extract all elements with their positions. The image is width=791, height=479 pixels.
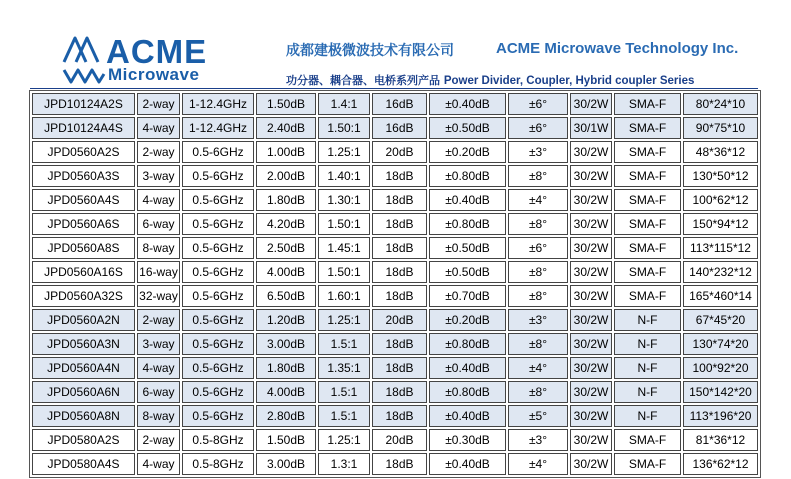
cell-port-count: 8-way: [137, 405, 180, 427]
cell-isolation: 20dB: [372, 141, 427, 163]
subtitle-chinese: 功分器、耦合器、电桥系列产品: [286, 74, 440, 87]
table-row: [32, 453, 758, 475]
cell-vswr: 1.60:1: [318, 285, 370, 307]
cell-amplitude-balance: ±0.80dB: [429, 165, 506, 187]
cell-insertion-loss: 2.80dB: [256, 405, 316, 427]
cell-model-number: JPD0560A2S: [32, 141, 135, 163]
cell-isolation: 16dB: [372, 117, 427, 139]
cell-port-count: 6-way: [137, 213, 180, 235]
company-name-chinese: 成都建极微波技术有限公司: [286, 43, 454, 59]
cell-phase-balance: ±6°: [508, 237, 568, 259]
cell-insertion-loss: 1.50dB: [256, 429, 316, 451]
cell-insertion-loss: 3.00dB: [256, 333, 316, 355]
cell-port-count: 6-way: [137, 381, 180, 403]
cell-isolation: 20dB: [372, 429, 427, 451]
cell-vswr: 1.5:1: [318, 381, 370, 403]
cell-vswr: 1.25:1: [318, 429, 370, 451]
cell-connector-type: SMA-F: [614, 261, 681, 283]
cell-frequency-range: 1-12.4GHz: [182, 93, 254, 115]
cell-insertion-loss: 1.80dB: [256, 189, 316, 211]
cell-vswr: 1.5:1: [318, 405, 370, 427]
cell-port-count: 3-way: [137, 165, 180, 187]
cell-vswr: 1.3:1: [318, 453, 370, 475]
cell-isolation: 18dB: [372, 213, 427, 235]
cell-phase-balance: ±8°: [508, 261, 568, 283]
cell-vswr: 1.30:1: [318, 189, 370, 211]
cell-frequency-range: 0.5-6GHz: [182, 165, 254, 187]
cell-phase-balance: ±8°: [508, 285, 568, 307]
cell-power-rating: 30/2W: [570, 429, 612, 451]
cell-isolation: 18dB: [372, 261, 427, 283]
cell-frequency-range: 0.5-6GHz: [182, 333, 254, 355]
cell-amplitude-balance: ±0.80dB: [429, 333, 506, 355]
table-row: [32, 213, 758, 235]
cell-model-number: JPD0560A32S: [32, 285, 135, 307]
logo-microwave-text: Microwave: [108, 65, 200, 84]
cell-connector-type: N-F: [614, 405, 681, 427]
cell-power-rating: 30/2W: [570, 93, 612, 115]
cell-isolation: 20dB: [372, 309, 427, 331]
cell-port-count: 8-way: [137, 237, 180, 259]
cell-vswr: 1.25:1: [318, 141, 370, 163]
cell-power-rating: 30/2W: [570, 261, 612, 283]
cell-port-count: 2-way: [137, 429, 180, 451]
cell-port-count: 4-way: [137, 117, 180, 139]
cell-amplitude-balance: ±0.40dB: [429, 405, 506, 427]
cell-dimensions: 165*460*14: [683, 285, 758, 307]
cell-amplitude-balance: ±0.80dB: [429, 381, 506, 403]
cell-frequency-range: 0.5-6GHz: [182, 141, 254, 163]
cell-amplitude-balance: ±0.70dB: [429, 285, 506, 307]
cell-insertion-loss: 1.20dB: [256, 309, 316, 331]
table-row: [32, 261, 758, 283]
cell-phase-balance: ±8°: [508, 165, 568, 187]
cell-port-count: 3-way: [137, 333, 180, 355]
subtitle-english: Power Divider, Coupler, Hybrid coupler Series: [443, 75, 695, 87]
cell-power-rating: 30/2W: [570, 189, 612, 211]
cell-connector-type: SMA-F: [614, 453, 681, 475]
cell-model-number: JPD0560A8S: [32, 237, 135, 259]
cell-dimensions: 150*142*20: [683, 381, 758, 403]
table-row: [32, 429, 758, 451]
cell-vswr: 1.50:1: [318, 117, 370, 139]
cell-phase-balance: ±3°: [508, 429, 568, 451]
cell-phase-balance: ±8°: [508, 381, 568, 403]
cell-vswr: 1.45:1: [318, 237, 370, 259]
cell-insertion-loss: 1.80dB: [256, 357, 316, 379]
cell-vswr: 1.40:1: [318, 165, 370, 187]
cell-model-number: JPD0560A3N: [32, 333, 135, 355]
cell-dimensions: 100*62*12: [683, 189, 758, 211]
cell-dimensions: 113*115*12: [683, 237, 758, 259]
cell-power-rating: 30/2W: [570, 405, 612, 427]
table-row: [32, 93, 758, 115]
cell-power-rating: 30/2W: [570, 213, 612, 235]
cell-connector-type: N-F: [614, 333, 681, 355]
cell-phase-balance: ±4°: [508, 357, 568, 379]
cell-model-number: JPD0560A6N: [32, 381, 135, 403]
cell-phase-balance: ±6°: [508, 117, 568, 139]
cell-port-count: 2-way: [137, 309, 180, 331]
cell-amplitude-balance: ±0.50dB: [429, 237, 506, 259]
cell-isolation: 18dB: [372, 381, 427, 403]
cell-insertion-loss: 2.50dB: [256, 237, 316, 259]
cell-dimensions: 150*94*12: [683, 213, 758, 235]
cell-connector-type: SMA-F: [614, 189, 681, 211]
cell-amplitude-balance: ±0.80dB: [429, 213, 506, 235]
cell-insertion-loss: 1.00dB: [256, 141, 316, 163]
company-name-english: ACME Microwave Technology Inc.: [496, 40, 739, 57]
cell-frequency-range: 0.5-6GHz: [182, 237, 254, 259]
table-row: [32, 117, 758, 139]
cell-connector-type: SMA-F: [614, 165, 681, 187]
cell-phase-balance: ±3°: [508, 141, 568, 163]
cell-dimensions: 100*92*20: [683, 357, 758, 379]
cell-isolation: 18dB: [372, 357, 427, 379]
spec-table-body: [32, 93, 758, 475]
table-row: [32, 237, 758, 259]
cell-connector-type: SMA-F: [614, 213, 681, 235]
cell-connector-type: SMA-F: [614, 141, 681, 163]
cell-frequency-range: 0.5-6GHz: [182, 261, 254, 283]
cell-insertion-loss: 2.00dB: [256, 165, 316, 187]
table-row: [32, 165, 758, 187]
cell-connector-type: N-F: [614, 381, 681, 403]
cell-dimensions: 80*24*10: [683, 93, 758, 115]
cell-phase-balance: ±4°: [508, 453, 568, 475]
cell-power-rating: 30/2W: [570, 309, 612, 331]
table-row: [32, 333, 758, 355]
cell-connector-type: N-F: [614, 309, 681, 331]
cell-insertion-loss: 3.00dB: [256, 453, 316, 475]
cell-amplitude-balance: ±0.50dB: [429, 117, 506, 139]
cell-frequency-range: 0.5-6GHz: [182, 381, 254, 403]
cell-phase-balance: ±8°: [508, 213, 568, 235]
acme-logo: [62, 34, 212, 86]
cell-frequency-range: 0.5-8GHz: [182, 429, 254, 451]
cell-isolation: 18dB: [372, 453, 427, 475]
table-row: [32, 189, 758, 211]
logo-acme-text: ACME: [106, 33, 208, 70]
cell-power-rating: 30/2W: [570, 453, 612, 475]
cell-port-count: 4-way: [137, 189, 180, 211]
cell-model-number: JPD0560A2N: [32, 309, 135, 331]
cell-model-number: JPD0560A16S: [32, 261, 135, 283]
cell-frequency-range: 0.5-6GHz: [182, 189, 254, 211]
cell-insertion-loss: 4.00dB: [256, 381, 316, 403]
cell-phase-balance: ±4°: [508, 189, 568, 211]
cell-frequency-range: 0.5-6GHz: [182, 285, 254, 307]
cell-phase-balance: ±6°: [508, 93, 568, 115]
cell-insertion-loss: 4.20dB: [256, 213, 316, 235]
cell-port-count: 32-way: [137, 285, 180, 307]
cell-connector-type: SMA-F: [614, 237, 681, 259]
cell-vswr: 1.5:1: [318, 333, 370, 355]
cell-frequency-range: 0.5-6GHz: [182, 213, 254, 235]
cell-isolation: 18dB: [372, 333, 427, 355]
table-row: [32, 381, 758, 403]
spec-table-container: [30, 90, 758, 478]
cell-model-number: JPD0580A2S: [32, 429, 135, 451]
cell-amplitude-balance: ±0.30dB: [429, 429, 506, 451]
cell-connector-type: SMA-F: [614, 429, 681, 451]
cell-power-rating: 30/2W: [570, 141, 612, 163]
cell-dimensions: 130*74*20: [683, 333, 758, 355]
cell-model-number: JPD0560A3S: [32, 165, 135, 187]
cell-insertion-loss: 2.40dB: [256, 117, 316, 139]
cell-amplitude-balance: ±0.40dB: [429, 357, 506, 379]
cell-isolation: 18dB: [372, 405, 427, 427]
cell-model-number: JPD10124A4S: [32, 117, 135, 139]
cell-port-count: 2-way: [137, 141, 180, 163]
cell-amplitude-balance: ±0.40dB: [429, 189, 506, 211]
cell-connector-type: SMA-F: [614, 93, 681, 115]
cell-dimensions: 140*232*12: [683, 261, 758, 283]
cell-isolation: 16dB: [372, 93, 427, 115]
cell-frequency-range: 0.5-8GHz: [182, 453, 254, 475]
cell-dimensions: 48*36*12: [683, 141, 758, 163]
cell-isolation: 18dB: [372, 237, 427, 259]
cell-frequency-range: 0.5-6GHz: [182, 309, 254, 331]
cell-vswr: 1.4:1: [318, 93, 370, 115]
cell-phase-balance: ±8°: [508, 333, 568, 355]
cell-vswr: 1.50:1: [318, 213, 370, 235]
table-row: [32, 405, 758, 427]
cell-connector-type: SMA-F: [614, 285, 681, 307]
cell-dimensions: 136*62*12: [683, 453, 758, 475]
table-row: [32, 357, 758, 379]
cell-power-rating: 30/2W: [570, 357, 612, 379]
product-series-subtitle: [286, 72, 694, 88]
cell-isolation: 18dB: [372, 189, 427, 211]
cell-port-count: 2-way: [137, 93, 180, 115]
page-header: [0, 0, 791, 90]
spec-table: [29, 90, 761, 478]
cell-phase-balance: ±3°: [508, 309, 568, 331]
cell-dimensions: 81*36*12: [683, 429, 758, 451]
cell-connector-type: SMA-F: [614, 117, 681, 139]
cell-power-rating: 30/1W: [570, 117, 612, 139]
cell-insertion-loss: 1.50dB: [256, 93, 316, 115]
cell-power-rating: 30/2W: [570, 381, 612, 403]
cell-dimensions: 130*50*12: [683, 165, 758, 187]
logo-wave-icon: [62, 34, 106, 84]
cell-port-count: 4-way: [137, 357, 180, 379]
cell-frequency-range: 1-12.4GHz: [182, 117, 254, 139]
table-row: [32, 141, 758, 163]
cell-model-number: JPD0560A4N: [32, 357, 135, 379]
cell-vswr: 1.25:1: [318, 309, 370, 331]
cell-amplitude-balance: ±0.40dB: [429, 453, 506, 475]
cell-power-rating: 30/2W: [570, 237, 612, 259]
cell-dimensions: 67*45*20: [683, 309, 758, 331]
header-divider: [30, 88, 758, 89]
cell-insertion-loss: 6.50dB: [256, 285, 316, 307]
table-row: [32, 309, 758, 331]
cell-vswr: 1.35:1: [318, 357, 370, 379]
cell-insertion-loss: 4.00dB: [256, 261, 316, 283]
cell-frequency-range: 0.5-6GHz: [182, 357, 254, 379]
cell-model-number: JPD0580A4S: [32, 453, 135, 475]
cell-power-rating: 30/2W: [570, 165, 612, 187]
cell-isolation: 18dB: [372, 165, 427, 187]
cell-amplitude-balance: ±0.50dB: [429, 261, 506, 283]
cell-amplitude-balance: ±0.20dB: [429, 141, 506, 163]
cell-power-rating: 30/2W: [570, 333, 612, 355]
cell-vswr: 1.50:1: [318, 261, 370, 283]
table-row: [32, 285, 758, 307]
cell-model-number: JPD0560A8N: [32, 405, 135, 427]
cell-phase-balance: ±5°: [508, 405, 568, 427]
cell-amplitude-balance: ±0.40dB: [429, 93, 506, 115]
cell-connector-type: N-F: [614, 357, 681, 379]
cell-port-count: 4-way: [137, 453, 180, 475]
cell-dimensions: 113*196*20: [683, 405, 758, 427]
cell-dimensions: 90*75*10: [683, 117, 758, 139]
cell-power-rating: 30/2W: [570, 285, 612, 307]
cell-model-number: JPD0560A4S: [32, 189, 135, 211]
cell-isolation: 18dB: [372, 285, 427, 307]
cell-amplitude-balance: ±0.20dB: [429, 309, 506, 331]
cell-model-number: JPD10124A2S: [32, 93, 135, 115]
cell-model-number: JPD0560A6S: [32, 213, 135, 235]
cell-port-count: 16-way: [137, 261, 180, 283]
cell-frequency-range: 0.5-6GHz: [182, 405, 254, 427]
